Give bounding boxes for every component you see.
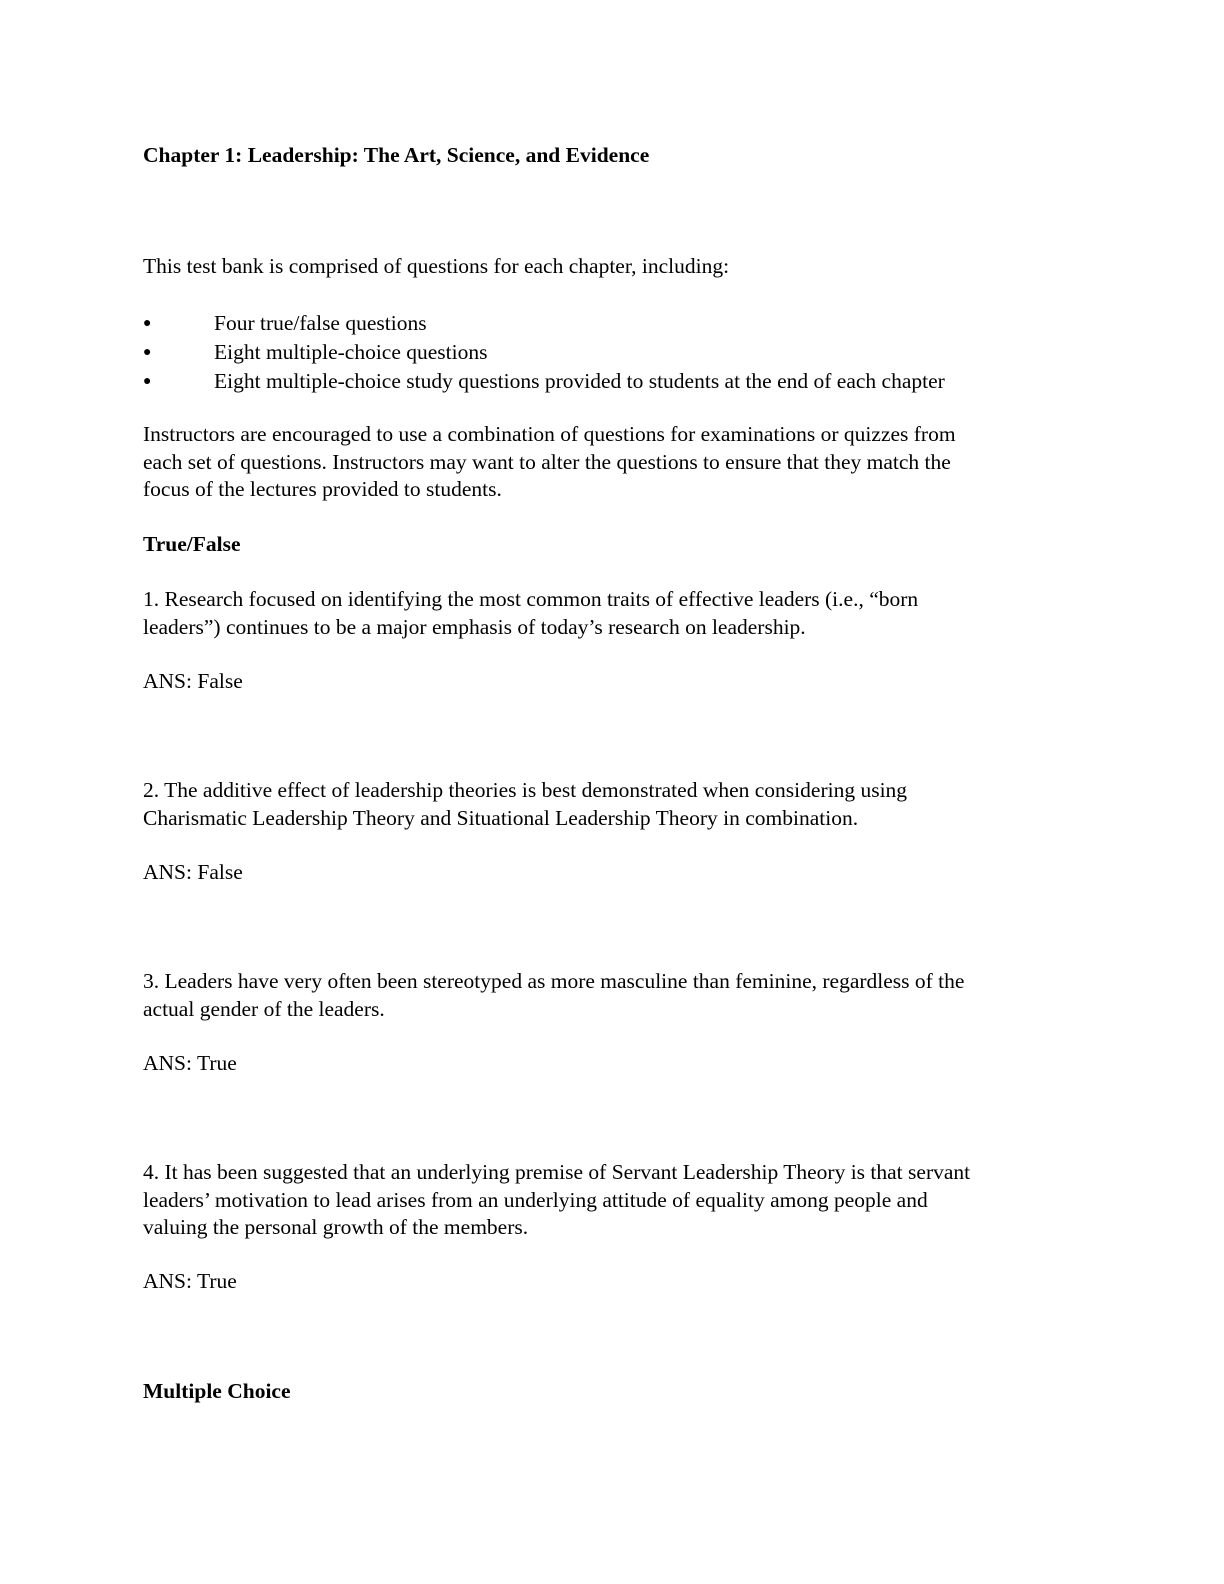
instructions-line: focus of the lectures provided to students. [143, 477, 502, 501]
question-line: 4. It has been suggested that an underlying premise of Servant Leadership Theory is that servant [143, 1160, 971, 1184]
instructions-line: Instructors are encouraged to use a combination of questions for examinations or quizzes from [143, 422, 956, 446]
question-2 [143, 777, 907, 832]
question-4 [143, 1159, 970, 1242]
question-types-list [143, 310, 1083, 397]
answer-3: ANS: True [143, 1051, 237, 1075]
instructions-line: each set of questions. Instructors may want to alter the questions to ensure that they match the [143, 449, 951, 474]
chapter-title: Chapter 1: Leadership: The Art, Science, and Evidence [143, 143, 650, 167]
question-line: leaders”) continues to be a major emphasis of today’s research on leadership. [143, 614, 806, 639]
bullet-icon: ● [143, 374, 152, 389]
question-line: Charismatic Leadership Theory and Situational Leadership Theory in combination. [143, 805, 859, 830]
question-line: valuing the personal growth of the members. [143, 1215, 529, 1239]
question-line: actual gender of the leaders. [143, 996, 385, 1021]
question-3 [143, 968, 964, 1023]
list-item-text: Four true/false questions [214, 311, 427, 335]
answer-1: ANS: False [143, 669, 243, 693]
list-item [143, 368, 1083, 397]
question-1 [143, 586, 918, 641]
answer-4: ANS: True [143, 1269, 237, 1293]
section-heading-multiple-choice: Multiple Choice [143, 1379, 291, 1403]
question-line: 2. The additive effect of leadership theories is best demonstrated when considering using [143, 778, 908, 802]
instructions-paragraph [143, 421, 956, 504]
intro-text: This test bank is comprised of questions for each chapter, including: [143, 254, 730, 278]
bullet-icon: ● [143, 316, 152, 331]
question-line: leaders’ motivation to lead arises from an underlying attitude of equality among people and [143, 1187, 928, 1212]
section-heading-true-false: True/False [143, 532, 241, 556]
list-item [143, 310, 1083, 339]
list-item [143, 339, 1083, 368]
answer-2: ANS: False [143, 860, 243, 884]
question-line: 3. Leaders have very often been stereotyped as more masculine than feminine, regardless of the [143, 969, 965, 993]
bullet-icon: ● [143, 345, 152, 360]
list-item-text: Eight multiple-choice questions [214, 340, 488, 364]
question-line: 1. Research focused on identifying the most common traits of effective leaders (i.e., “born [143, 587, 919, 611]
list-item-text: Eight multiple-choice study questions provided to students at the end of each chapter [214, 369, 945, 393]
